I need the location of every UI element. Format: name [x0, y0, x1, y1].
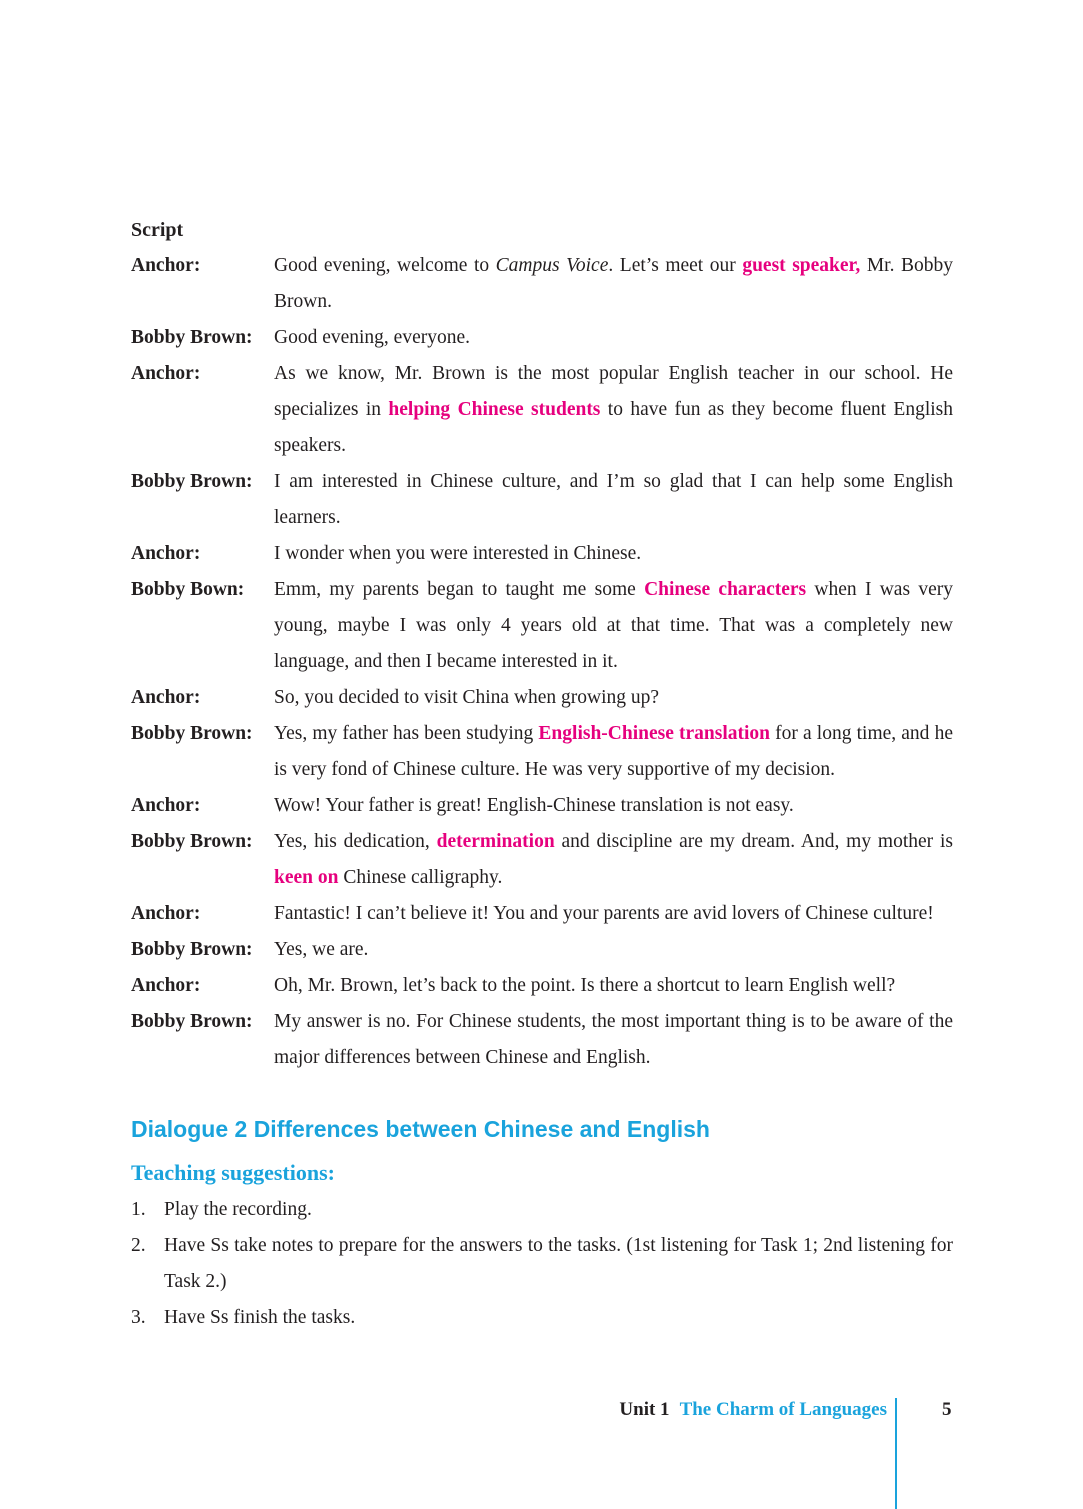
dialogue-line [131, 824, 953, 896]
dialogue-text [274, 716, 953, 788]
footer-divider [895, 1398, 897, 1509]
dialogue-line [131, 680, 953, 716]
dialogue-line [131, 356, 953, 464]
dialogue-text [274, 356, 953, 464]
dialogue-text [274, 968, 953, 1004]
list-text: Play the recording. [164, 1199, 312, 1220]
list-item [131, 1300, 953, 1336]
speaker-label: Anchor: [131, 903, 201, 924]
speaker-label: Bobby Bown: [131, 579, 245, 600]
highlighted-phrase: guest speaker, [742, 255, 861, 276]
dialogue-line [131, 788, 953, 824]
text-segment: for a long time, and he is very fond of Chinese culture. He was very supportive of my decision. [274, 723, 953, 780]
speaker-label: Bobby Brown: [131, 1011, 253, 1032]
highlighted-phrase: keen on [274, 867, 339, 888]
dialogue-line [131, 536, 953, 572]
text-segment: Good evening, welcome to [274, 255, 496, 276]
speaker-label: Anchor: [131, 975, 201, 996]
text-segment: Good evening, everyone. [274, 327, 471, 348]
speaker-label: Bobby Brown: [131, 471, 253, 492]
text-segment: As we know, Mr. Brown is the most popular English teacher in our school. He specializes in [274, 363, 953, 420]
dialogue-text [274, 788, 953, 824]
list-number: 3. [131, 1307, 146, 1328]
highlighted-phrase: English-Chinese translation [538, 723, 771, 744]
text-segment: to have fun as they become fluent English speakers. [274, 399, 954, 456]
list-text: Have Ss take notes to prepare for the answers to the tasks. (1st listening for Task 1; 2nd listening for Task 2.) [164, 1235, 953, 1292]
running-footer [619, 1396, 887, 1424]
dialogue-line [131, 716, 953, 788]
text-segment: Emm, my parents began to taught me some [274, 579, 645, 600]
text-segment: and discipline are my dream. And, my mother is [554, 831, 953, 852]
dialogue-line [131, 968, 953, 1004]
text-segment: Mr. Bobby Brown. [274, 255, 954, 312]
speaker-label: Anchor: [131, 687, 201, 708]
text-segment: I am interested in Chinese culture, and I’m so glad that I can help some English learners. [274, 471, 953, 528]
dialogue-line [131, 896, 953, 932]
text-segment: Yes, my father has been studying [274, 723, 539, 744]
page-content [131, 212, 953, 1336]
dialogue-script [131, 248, 953, 1076]
dialogue-text [274, 932, 953, 968]
text-segment: Yes, his dedication, [274, 831, 437, 852]
dialogue-text [274, 1004, 953, 1076]
dialogue-text [274, 464, 953, 536]
script-heading: Script [131, 219, 184, 241]
unit-label: Unit 1 [619, 1399, 670, 1420]
dialogue-text [274, 572, 953, 680]
highlighted-phrase: Chinese characters [644, 579, 807, 600]
suggestion-list [131, 1192, 953, 1336]
dialogue-text [274, 824, 953, 896]
text-segment: Yes, we are. [274, 939, 369, 960]
text-segment: So, you decided to visit China when growing up? [274, 687, 660, 708]
page-number: 5 [942, 1399, 952, 1420]
dialogue-line [131, 464, 953, 536]
highlighted-phrase: determination [436, 831, 555, 852]
text-segment: . Let’s meet our [608, 255, 743, 276]
speaker-label: Bobby Brown: [131, 831, 253, 852]
teaching-suggestions-heading: Teaching suggestions: [131, 1160, 335, 1185]
highlighted-phrase: helping Chinese students [388, 399, 601, 420]
speaker-label: Anchor: [131, 795, 201, 816]
dialogue-line [131, 1004, 953, 1076]
text-segment: Wow! Your father is great! English-Chinese translation is not easy. [274, 795, 794, 816]
text-segment: I wonder when you were interested in Chinese. [274, 543, 642, 564]
dialogue-text [274, 320, 953, 356]
text-segment: Oh, Mr. Brown, let’s back to the point. Is there a shortcut to learn English well? [274, 975, 896, 996]
text-segment: Chinese calligraphy. [338, 867, 503, 888]
program-name: Campus Voice [495, 255, 609, 276]
unit-title: The Charm of Languages [679, 1399, 887, 1420]
list-item [131, 1192, 953, 1228]
list-number: 2. [131, 1235, 146, 1256]
speaker-label: Bobby Brown: [131, 939, 253, 960]
section-heading: Dialogue 2 Differences between Chinese and English [131, 1116, 710, 1142]
dialogue-line [131, 320, 953, 356]
dialogue-text [274, 896, 953, 932]
text-segment: when I was very young, maybe I was only 4 years old at that time. That was a completely new language, and then I became interested in it. [274, 579, 953, 672]
dialogue-line [131, 572, 953, 680]
list-item [131, 1228, 953, 1300]
dialogue-line [131, 248, 953, 320]
dialogue-text [274, 536, 953, 572]
dialogue-text [274, 680, 953, 716]
speaker-label: Bobby Brown: [131, 327, 253, 348]
dialogue-text [274, 248, 953, 320]
speaker-label: Bobby Brown: [131, 723, 253, 744]
speaker-label: Anchor: [131, 255, 201, 276]
speaker-label: Anchor: [131, 363, 201, 384]
list-number: 1. [131, 1199, 146, 1220]
dialogue-line [131, 932, 953, 968]
text-segment: My answer is no. For Chinese students, the most important thing is to be aware of the major differences between Chinese and English. [274, 1011, 953, 1068]
text-segment: Fantastic! I can’t believe it! You and your parents are avid lovers of Chinese culture! [274, 903, 934, 924]
list-text: Have Ss finish the tasks. [164, 1307, 356, 1328]
speaker-label: Anchor: [131, 543, 201, 564]
